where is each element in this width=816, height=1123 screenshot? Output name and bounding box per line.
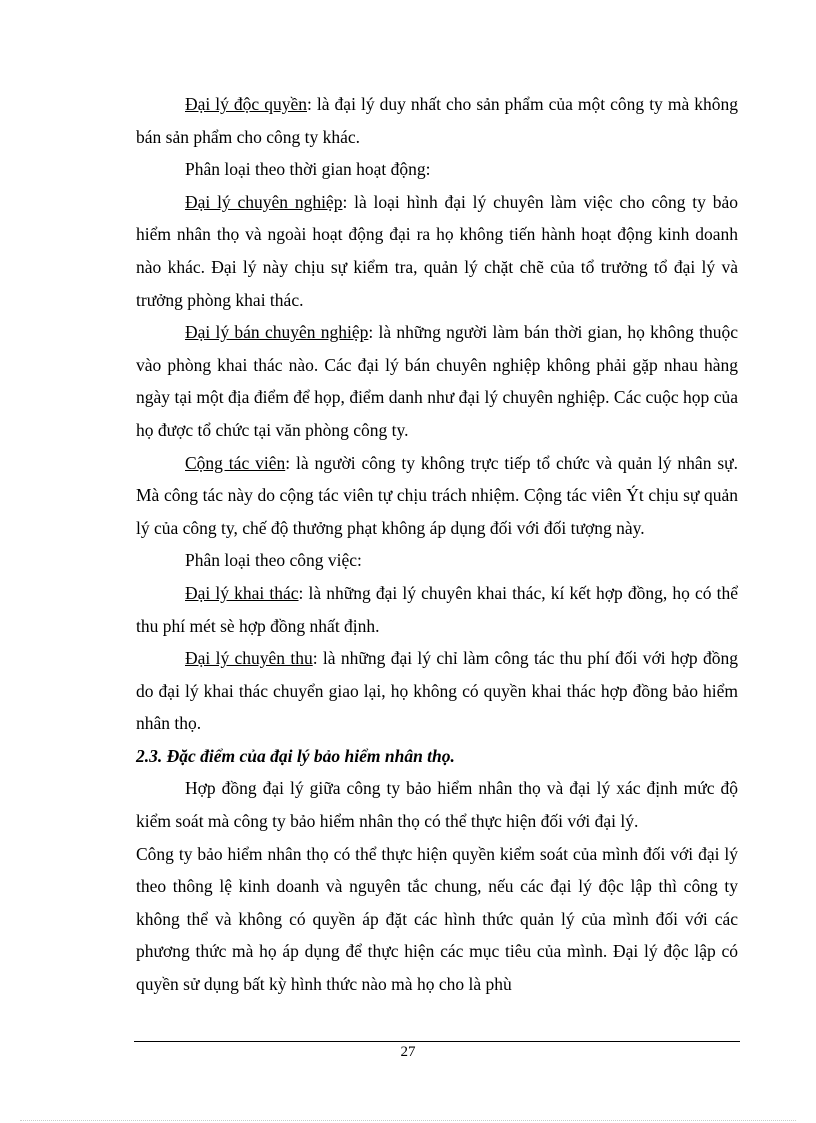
paragraph-text: : là loại hình đại lý chuyên làm việc cho công ty bảo hiểm nhân thọ và ngoài hoạt động đại ra họ không tiến hành hoạt động kinh doanh nào khác. Đại lý này chịu sự kiểm tra, quản lý chặt chẽ của tổ trưởng tổ đại lý và trưởng phòng khai thác. [136,191,738,310]
paragraph-dai-ly-khai-thac [136,577,738,642]
paragraph-dai-ly-chuyen-thu [136,642,738,740]
term-dai-ly-doc-quyen: Đại lý độc quyền [185,94,307,114]
term-dai-ly-chuyen-nghiep: Đại lý chuyên nghiệp [185,191,343,212]
paragraph-dai-ly-chuyen-nghiep [136,186,738,316]
paragraph-dai-ly-doc-quyen [136,88,738,153]
paragraph-classification-work: Phân loại theo công việc: [185,550,362,571]
term-cong-tac-vien: Cộng tác viên [185,452,286,473]
paragraph-dai-ly-ban-chuyen-nghiep [136,316,738,446]
paragraph-text: : là đại lý duy nhất cho sản phẩm của một công ty mà không bán sản phẩm cho công ty khác. [136,94,738,147]
paragraph-cong-tac-vien [136,447,738,545]
page-number: 27 [400,1044,416,1060]
section-heading: 2.3. Đặc điểm của đại lý bảo hiểm nhân thọ. [136,745,455,766]
term-dai-ly-chuyen-thu: Đại lý chuyên thu [185,648,313,669]
page-bottom-dotted-line [20,1120,796,1121]
paragraph-text: : là những đại lý chỉ làm công tác thu phí đối với hợp đồng do đại lý khai thác chuyển giao lại, họ không có quyền khai thác hợp đồng bảo hiểm nhân thọ. [136,648,738,734]
paragraph-classification-time: Phân loại theo thời gian hoạt động: [185,159,431,180]
paragraph-quyen-kiem-soat: Công ty bảo hiểm nhân thọ có thể thực hiện quyền kiểm soát của mình đối với đại lý theo thông lệ kinh doanh và nguyên tắc chung, nếu các đại lý độc lập thì công ty không thể và không có quyền áp đặt các hình thức quản lý của mình đối với các phương thức mà họ áp dụng để thực hiện các mục tiêu của mình. Đại lý độc lập có quyền sử dụng bất kỳ hình thức nào mà họ cho là phù [136,843,738,995]
footer-rule [134,1041,740,1042]
term-dai-ly-khai-thac: Đại lý khai thác [185,582,299,603]
paragraph-text: : là người công ty không trực tiếp tổ chức và quản lý nhân sự. Mà công tác này do cộng tác viên tự chịu trách nhiệm. Cộng tác viên Ýt chịu sự quản lý của công ty, chế độ thưởng phạt không áp dụng đối với đối tượng này. [136,452,739,538]
page-content [136,88,738,1001]
paragraph-text: : là những đại lý chuyên khai thác, kí kết hợp đồng, họ có thể thu phí mét sè hợp đồng nhất định. [136,582,739,636]
paragraph-text: : là những người làm bán thời gian, họ không thuộc vào phòng khai thác nào. Các đại lý bán chuyên nghiệp không phải gặp nhau hàng ngày tại một địa điểm để họp, điểm danh như đại lý chuyên nghiệp. Các cuộc họp của họ được tổ chức tại văn phòng công ty. [136,322,739,440]
term-dai-ly-ban-chuyen-nghiep: Đại lý bán chuyên nghiệp [185,322,369,343]
paragraph-hop-dong-dai-ly: Hợp đồng đại lý giữa công ty bảo hiểm nhân thọ và đại lý xác định mức độ kiểm soát mà công ty bảo hiểm nhân thọ có thể thực hiện đối với đại lý. [136,778,738,832]
